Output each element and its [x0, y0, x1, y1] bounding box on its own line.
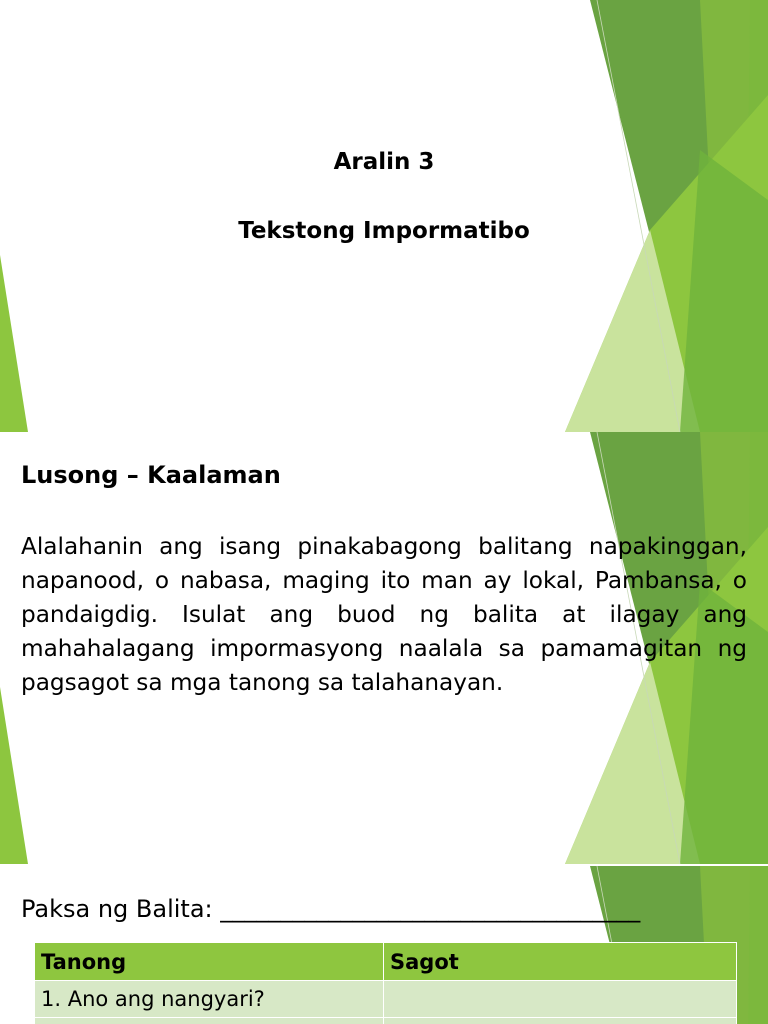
- lesson-number: Aralin 3: [333, 149, 435, 175]
- table-header-row: [35, 943, 737, 981]
- column-header-question: Tanong: [35, 943, 384, 981]
- answer-cell: [384, 981, 737, 1018]
- section-heading: Lusong – Kaalaman: [21, 461, 281, 489]
- slide-title: [0, 0, 768, 432]
- instruction-paragraph: Alalahanin ang isang pinakabagong balitang napakinggan, napanood, o nabasa, maging ito man ay lokal, Pambansa, o pandaigdig. Isulat ang buod ng balita at ilagay ang mahahalagang impormasyong naalala sa pamamagitan ng pagsagot sa mga tanong sa talahanayan.: [21, 533, 747, 696]
- column-header-answer: Sagot: [384, 943, 737, 981]
- table-row: [35, 1018, 737, 1024]
- question-cell: 1. Ano ang nangyari?: [35, 981, 384, 1018]
- slide-worksheet: [0, 866, 768, 1024]
- slide-instructions: [0, 432, 768, 866]
- green-triangle-decoration: [0, 0, 768, 432]
- answer-cell: [384, 1018, 737, 1024]
- lesson-title: Tekstong Impormatibo: [238, 218, 530, 244]
- question-cell: [35, 1018, 384, 1024]
- table-row: [35, 981, 737, 1018]
- news-topic-field: Paksa ng Balita: ___________________________________: [21, 895, 641, 923]
- question-answer-table: [34, 942, 737, 1024]
